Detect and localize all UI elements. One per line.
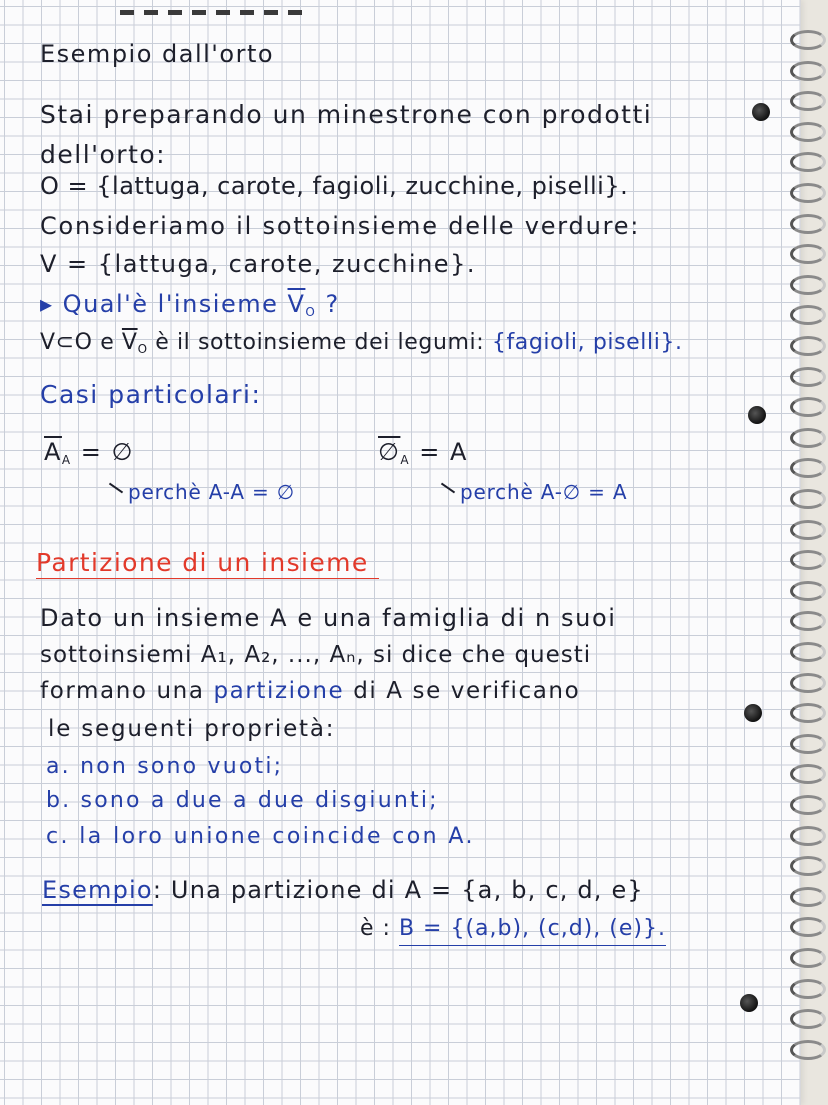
binder-hole bbox=[752, 103, 770, 121]
binder-hole bbox=[748, 406, 766, 424]
case-2-sub: A bbox=[400, 453, 411, 467]
spiral-coil bbox=[790, 122, 826, 142]
case-1-arrow bbox=[109, 483, 123, 494]
spiral-coil bbox=[790, 183, 826, 203]
example-label: Esempio bbox=[42, 876, 153, 904]
spiral-coil bbox=[790, 275, 826, 295]
question-symbol: $\overline{V}$ bbox=[287, 290, 306, 318]
spiral-coil bbox=[790, 520, 826, 540]
spiral-coil bbox=[790, 673, 826, 693]
example-text: : Una partizione di A = {a, b, c, d, e} bbox=[152, 876, 644, 904]
top-edge-strip bbox=[120, 0, 360, 5]
answer-set: {fagioli, piselli}. bbox=[491, 330, 683, 355]
case-2-symbol: ∅ bbox=[378, 438, 401, 466]
set-o: O = {lattuga, carote, fagioli, zucchine, piselli}. bbox=[40, 172, 629, 200]
spiral-coil bbox=[790, 703, 826, 723]
spiral-coil bbox=[790, 91, 826, 111]
spiral-coil bbox=[790, 764, 826, 784]
spiral-coil bbox=[790, 948, 826, 968]
question-sub: O bbox=[305, 305, 317, 319]
spiral-coil bbox=[790, 367, 826, 387]
spiral-coil bbox=[790, 581, 826, 601]
case-2-note-text: perchè A-∅ = A bbox=[460, 480, 628, 504]
intro-line-3: Consideriamo il sottoinsieme delle verdure: bbox=[40, 212, 641, 240]
case-1-symbol: $\overline{A}$ bbox=[44, 438, 62, 466]
spiral-coil bbox=[790, 30, 826, 50]
partition-p3-start: formano una bbox=[40, 678, 214, 704]
partition-term: partizione bbox=[213, 678, 345, 704]
case-2 bbox=[378, 438, 468, 467]
partition-p4: le seguenti proprietà: bbox=[48, 716, 336, 742]
case-1-eq: = ∅ bbox=[71, 438, 134, 466]
spiral-coil bbox=[790, 489, 826, 509]
partition-heading: Partizione di un insieme bbox=[36, 548, 379, 579]
intro-line-2: dell'orto: bbox=[40, 140, 167, 169]
page-title: Esempio dall'orto bbox=[40, 40, 275, 68]
spiral-coil bbox=[790, 397, 826, 417]
question-suffix: ? bbox=[316, 290, 340, 318]
spiral-coil bbox=[790, 244, 826, 264]
spiral-coil bbox=[790, 458, 826, 478]
case-2-note bbox=[440, 480, 627, 504]
partition-p2: sottoinsiemi A₁, A₂, ..., Aₙ, si dice che questi bbox=[40, 642, 592, 668]
case-2-arrow bbox=[441, 483, 455, 494]
case-1 bbox=[44, 438, 134, 467]
example-set: B = {(a,b), (c,d), (e)}. bbox=[399, 916, 666, 946]
set-v: V = {lattuga, carote, zucchine}. bbox=[40, 250, 476, 278]
spiral-coil bbox=[790, 887, 826, 907]
case-1-sub: A bbox=[61, 453, 72, 467]
example-line bbox=[42, 876, 644, 904]
spiral-binding bbox=[786, 30, 828, 1070]
spiral-coil bbox=[790, 305, 826, 325]
question-line bbox=[40, 290, 340, 319]
spiral-coil bbox=[790, 152, 826, 172]
example-line-2 bbox=[360, 916, 666, 941]
property-c: c. la loro unione coincide con A. bbox=[46, 824, 475, 849]
case-2-eq: = A bbox=[410, 438, 468, 466]
case-1-note-text: perchè A-A = ∅ bbox=[128, 480, 295, 504]
spiral-coil bbox=[790, 1040, 826, 1060]
special-cases-heading: Casi particolari: bbox=[40, 380, 262, 409]
binder-hole bbox=[740, 994, 758, 1012]
binder-hole bbox=[744, 704, 762, 722]
question-prefix: ▸ Qual'è l'insieme bbox=[40, 290, 288, 318]
spiral-coil bbox=[790, 734, 826, 754]
partition-p3 bbox=[40, 678, 580, 704]
spiral-coil bbox=[790, 856, 826, 876]
spiral-coil bbox=[790, 61, 826, 81]
answer-sub: O bbox=[137, 342, 148, 356]
spiral-coil bbox=[790, 214, 826, 234]
partition-p1: Dato un insieme A e una famiglia di n suoi bbox=[40, 604, 617, 632]
spiral-coil bbox=[790, 979, 826, 999]
spiral-coil bbox=[790, 611, 826, 631]
spiral-coil bbox=[790, 642, 826, 662]
spiral-coil bbox=[790, 1009, 826, 1029]
spiral-coil bbox=[790, 336, 826, 356]
property-a: a. non sono vuoti; bbox=[46, 754, 284, 779]
partition-p3-end: di A se verificano bbox=[344, 678, 581, 704]
spiral-coil bbox=[790, 917, 826, 937]
answer-mid: è il sottoinsieme dei legumi: bbox=[147, 330, 492, 355]
spiral-coil bbox=[790, 826, 826, 846]
case-1-note bbox=[108, 480, 295, 504]
intro-line-1: Stai preparando un minestrone con prodotti bbox=[40, 100, 653, 129]
example-line-2-prefix: è : bbox=[360, 916, 399, 941]
spiral-coil bbox=[790, 428, 826, 448]
property-b: b. sono a due a due disgiunti; bbox=[46, 788, 439, 813]
spiral-coil bbox=[790, 795, 826, 815]
answer-prefix: V⊂O e bbox=[40, 330, 122, 355]
spiral-coil bbox=[790, 550, 826, 570]
answer-symbol: $\overline{V}$ bbox=[121, 330, 138, 355]
answer-line bbox=[40, 330, 683, 356]
